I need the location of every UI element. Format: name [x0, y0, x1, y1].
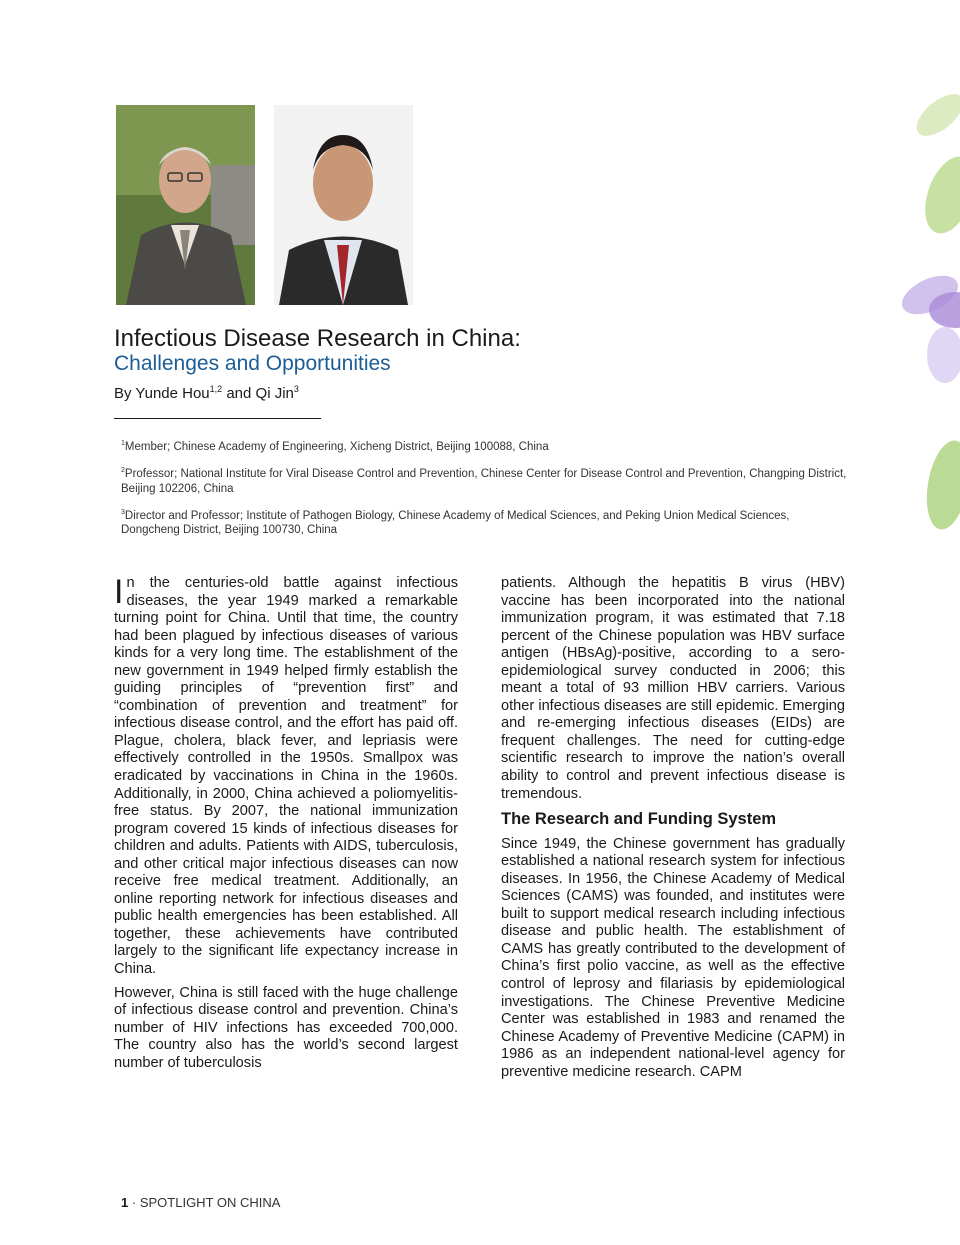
article-subtitle: Challenges and Opportunities [114, 352, 391, 375]
footer-separator: · [131, 1195, 137, 1210]
byline-divider [114, 418, 321, 419]
paragraph-text: n the centuries-old battle against infectious diseases, the year 1949 marked a remarkable turning point for China. Until that time, the country had been plagued by infectious diseases of various kinds for a very long time. The establishment of the new government in 1949 helped firmly establish the guiding principles of “prevention first” and “combination of prevention and treatment” for infectious disease control, and the effort has paid off. Plague, cholera, black fever, and lepriasis were effectively controlled in the 1950s. Smallpox was eradicated by vaccinations in China in the 1960s. Additionally, in 2000, China achieved a poliomyelitis-free status. By 2007, the national immunization program covered 15 kinds of infectious diseases for children and adults. Patients with AIDS, tuberculosis, and other critical major infectious diseases can now receive free medical treatment. Additionally, an online reporting network for infectious diseases and public health emergencies has been established. All together, these achievements have contributed largely to the significant life expectancy increase in China. [114, 575, 458, 978]
body-paragraph: patients. Although the hepatitis B virus (HBV) vaccine has been incorporated into the national immunization program, it was estimated that 7.18 percent of the Chinese population was HBV surface antigen (HBsAg)-positive, according to a sero-epidemiological survey conducted in 2006; this meant a total of 93 million HBV carriers. Various other infectious diseases are still epidemic. Emerging and re-emerging infectious diseases (EIDs) are frequent challenges. The need for cutting-edge scientific research to improve the nation’s overall ability to control and prevent infectious disease is tremendous. [501, 575, 845, 802]
byline-and: and [226, 385, 252, 402]
author-photo-hou [116, 105, 255, 305]
section-heading: The Research and Funding System [501, 810, 777, 829]
affiliation-sup: 2 [121, 466, 125, 474]
drop-cap: I [114, 573, 124, 611]
flower-decoration [870, 55, 960, 555]
body-paragraph: However, China is still faced with the huge challenge of infectious disease control and prevention. China’s number of HIV infections has exceeded 700,000. The country also has the world’s second largest number of tuberculosis [114, 984, 458, 1071]
publication-name: SPOTLIGHT ON CHINA [139, 1195, 281, 1210]
affiliation-sup: 1 [121, 440, 125, 447]
body-column-left [114, 575, 458, 1078]
affiliation-item [121, 505, 851, 539]
affiliation-text: Director and Professor; Institute of Pathogen Biology, Chinese Academy of Medical Sciences, and Peking Union Medical Sciences, Dongcheng District, Beijing 100730, China [121, 509, 790, 537]
body-paragraph [114, 575, 458, 979]
author-2-sup: 3 [293, 384, 299, 394]
author-1-sup: 1,2 [209, 384, 223, 394]
affiliation-item [121, 436, 851, 455]
affiliation-sup: 3 [121, 508, 125, 516]
affiliation-text: Member; Chinese Academy of Engineering, Xicheng District, Beijing 100088, China [124, 440, 549, 453]
body-column-right [501, 575, 845, 1087]
byline [114, 384, 299, 402]
author-photo-jin [274, 105, 413, 305]
article-title: Infectious Disease Research in China: [114, 325, 521, 352]
affiliation-item [121, 463, 851, 497]
affiliations [121, 436, 851, 546]
author-1: Yunde Hou [135, 385, 210, 402]
page-number: 1 [121, 1195, 129, 1210]
affiliation-text: Professor; National Institute for Viral Disease Control and Prevention, Chinese Center for Disease Control and Prevention, Changping District, Beijing 102206, China [121, 467, 847, 495]
author-2: Qi Jin [255, 385, 294, 402]
page-footer [121, 1195, 280, 1210]
body-paragraph: Since 1949, the Chinese government has gradually established a national research system for infectious diseases. In 1956, the Chinese Academy of Medical Sciences (CAMS) was founded, and institutes were built to support medical research including infectious disease and public health. The establishment of CAMS has greatly contributed to the development of China’s first polio vaccine, as well as the effective control of leprosy and filariasis by epidemiological investigations. The Chinese Preventive Medicine Center was established in 1983 and renamed the Chinese Academy of Preventive Medicine (CAPM) in 1986 as an independent national-level agency for preventive medicine research. CAPM [501, 835, 845, 1080]
byline-by: By [114, 385, 132, 402]
